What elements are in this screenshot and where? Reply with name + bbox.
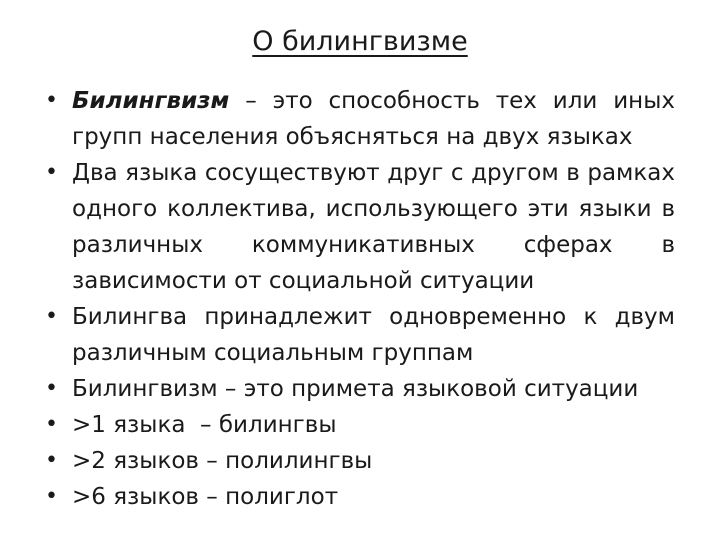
bullet-text: Билингвизм – это примета языковой ситуации	[72, 376, 639, 402]
bullet-text: >2 языков – полилингвы	[72, 448, 373, 474]
bullet-term: Билингвизм	[72, 88, 230, 114]
bullet-item	[45, 299, 675, 371]
bullet-text: Билингва принадлежит одновременно к двум различным социальным группам	[72, 304, 675, 366]
bullet-item	[45, 83, 675, 155]
bullet-item	[45, 407, 675, 443]
bullet-text: – это способность тех или иных групп населения объясняться на двух языках	[72, 88, 675, 150]
bullet-item	[45, 479, 675, 515]
bullet-list	[45, 83, 675, 515]
bullet-text: >6 языков – полиглот	[72, 484, 339, 510]
bullet-item	[45, 443, 675, 479]
bullet-text: >1 языка – билингвы	[72, 412, 337, 438]
slide-title: О билингвизме	[252, 26, 468, 57]
bullet-item	[45, 371, 675, 407]
bullet-text: Два языка сосуществуют друг с другом в рамках одного коллектива, использующего эти языки в различных коммуникативных сферах в зависимости от социальной ситуации	[72, 160, 675, 294]
bullet-item	[45, 155, 675, 299]
